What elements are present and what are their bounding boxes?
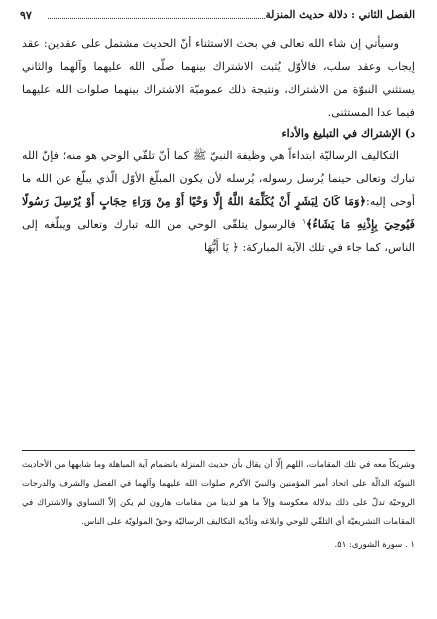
quran-verse: ﴿وَمَا كَانَ لِبَشَرٍ أَنْ يُكَلِّمَهُ اللَّهُ إِلَّا وَحْيًا أَوْ مِنْ وَرَاءِ حِجَابٍ أَوْ يُرْسِلَ رَسُولًا فَيُوحِيَ بِإِذْنِهِ مَا يَشَاءُ﴾	[22, 194, 415, 231]
footnotes	[22, 456, 415, 555]
paragraph-2-continuation: فالرسول يتلقّى الوحي من الله تبارك وتعالى ويبلّغه إلى الناس، كما جاء في تلك الآية المباركة: ﴿ يَا أَيُّهَا	[22, 218, 415, 254]
page-number: ٩٧	[20, 9, 32, 22]
running-header	[20, 9, 415, 25]
paragraph-1: وسيأتي إن شاء الله تعالى في بحث الاستثناء أنّ الحديث مشتمل على عقدين: عقد إيجاب وعقد سلب، فالأوّل يُثبت الاشتراك بينهما صلّى الله عليهما وآلهما والثاني يستثني النبوّة من الاشتراك، ونتيجة ذلك عموميّة الاشتراك بينهما صلوات الله عليهما فيما عدا المستثنى.	[22, 37, 415, 119]
main-text	[22, 32, 415, 259]
footnote-marker[interactable]: ١	[302, 217, 306, 226]
footnote-continuation: وشريكاً معه في تلك المقامات، اللهم إلّا أن يقال بأن حديث المنزلة بانضمام آية المباهلة وما شابهها من الأحاديث النبويّة الدالّة على اتحاد أمير المؤمنين والنبيّ الأكرم صلوات الله عليهما وآلهما في الفضل والشرف والدرجات الروحيّة تدلّ على ذلك بدلالة معكوسة وإلاّ ما هو لدينا من مقامات هارون لم يكن إلاّ التساوي والاشتراك في المقامات التشريعيّة أي التلقّي للوحي وابلاغه وتأدّية التكاليف الرساليّة وحقّ المولويّة على الناس.	[22, 460, 415, 527]
footnote-divider	[22, 450, 415, 451]
footnote-1: ١ . سورة الشورى: ٥١.	[334, 540, 415, 550]
header-dotted-leader	[48, 12, 265, 19]
section-heading: د) الإشتراك في التبليغ والأداء	[281, 127, 415, 140]
paragraph-2-intro: التكاليف الرساليّة ابتداءاً هي وظيفة النبيّ ﷺ كما أنّ تلقّي الوحي هو منه؛ فإنّ الله تبارك وتعالى حينما يُرسل رسوله، يُرسله لأن يكون المبلّغ الأوّل الّذي يبلّغ عن الله ما أوحى إليه:	[22, 149, 416, 208]
paragraph-2	[22, 144, 415, 259]
chapter-title: الفصل الثاني : دلالة حديث المنزلة	[265, 9, 415, 21]
